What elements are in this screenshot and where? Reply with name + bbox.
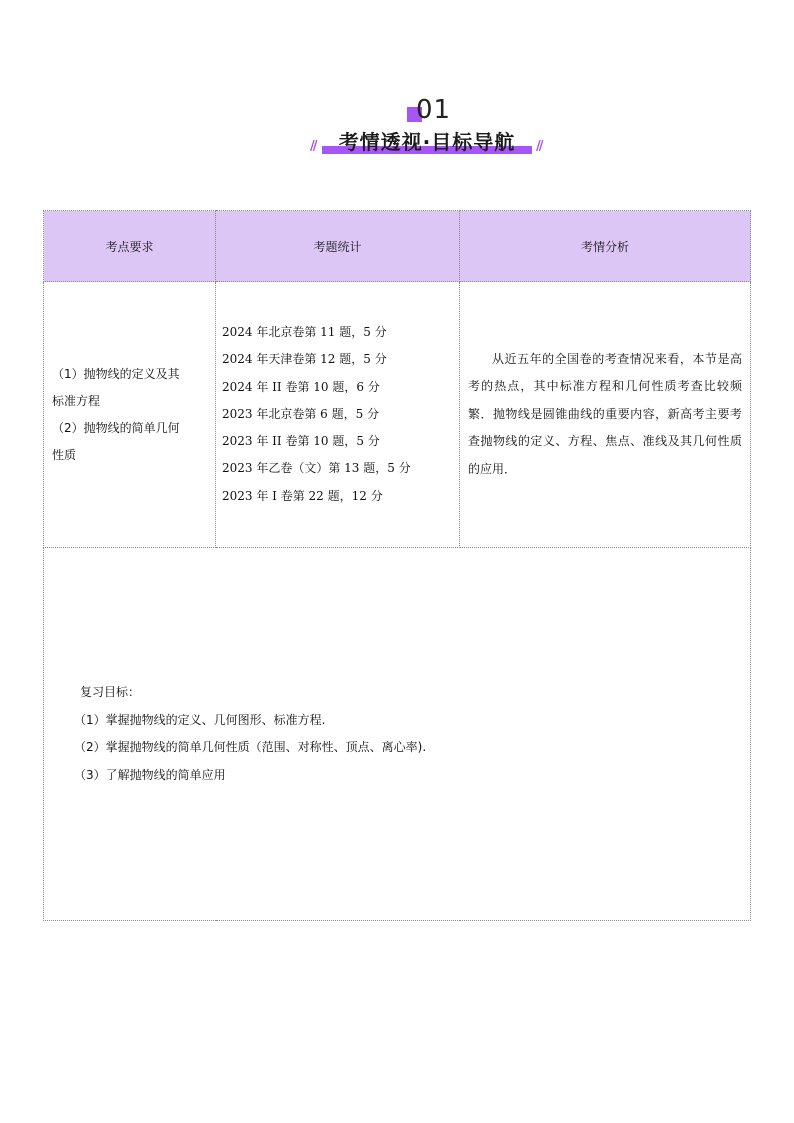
review-goals-cell bbox=[44, 548, 751, 921]
table-content-row bbox=[44, 282, 751, 548]
section-number: 01 bbox=[416, 95, 452, 125]
stat-line: 2023 年 I 卷第 22 题，12 分 bbox=[222, 488, 383, 503]
left-slash-decoration: // bbox=[310, 139, 316, 154]
statistics-cell bbox=[216, 282, 460, 548]
review-goal-item: （2）掌握抛物线的简单几何性质（范围、对称性、顶点、离心率). bbox=[74, 740, 427, 754]
requirements-cell bbox=[44, 282, 216, 548]
table-goals-row bbox=[44, 548, 751, 921]
review-goal-item: （3）了解抛物线的简单应用 bbox=[74, 767, 226, 782]
requirement-line: 性质 bbox=[52, 447, 77, 462]
requirement-line: 标准方程 bbox=[52, 393, 101, 408]
analysis-cell bbox=[460, 282, 751, 548]
review-goals-title: 复习目标： bbox=[80, 685, 141, 699]
stat-line: 2023 年 II 卷第 10 题，5 分 bbox=[222, 434, 380, 449]
section-title: 考情透视·目标导航 bbox=[338, 130, 516, 154]
section-number-badge bbox=[404, 96, 450, 126]
analysis-text: 从近五年的全国卷的考查情况来看，本节是高考的热点，其中标准方程和几何性质考查比较频繁．抛物线是圆锥曲线的重要内容，新高考主要考查抛物线的定义、方程、焦点、准线及其几何性质的应用． bbox=[468, 351, 742, 476]
column-header-statistics: 考题统计 bbox=[216, 211, 460, 282]
stat-line: 2024 年 II 卷第 10 题，6 分 bbox=[222, 379, 380, 394]
section-title-banner bbox=[304, 128, 552, 158]
stat-line: 2024 年天津卷第 12 题，5 分 bbox=[222, 352, 387, 367]
table-header-row bbox=[44, 211, 751, 282]
stat-line: 2023 年北京卷第 6 题，5 分 bbox=[222, 406, 380, 421]
right-slash-decoration: // bbox=[536, 139, 542, 154]
column-header-requirements: 考点要求 bbox=[44, 211, 216, 282]
exam-analysis-table bbox=[43, 210, 751, 921]
requirement-line: （1）抛物线的定义及其 bbox=[52, 366, 180, 381]
stat-line: 2024 年北京卷第 11 题，5 分 bbox=[222, 324, 387, 339]
column-header-analysis: 考情分析 bbox=[460, 211, 751, 282]
stat-line: 2023 年乙卷（文）第 13 题，5 分 bbox=[222, 461, 411, 476]
requirement-line: （2）抛物线的简单几何 bbox=[52, 420, 180, 435]
review-goal-item: （1）掌握抛物线的定义、几何图形、标准方程. bbox=[74, 712, 326, 727]
